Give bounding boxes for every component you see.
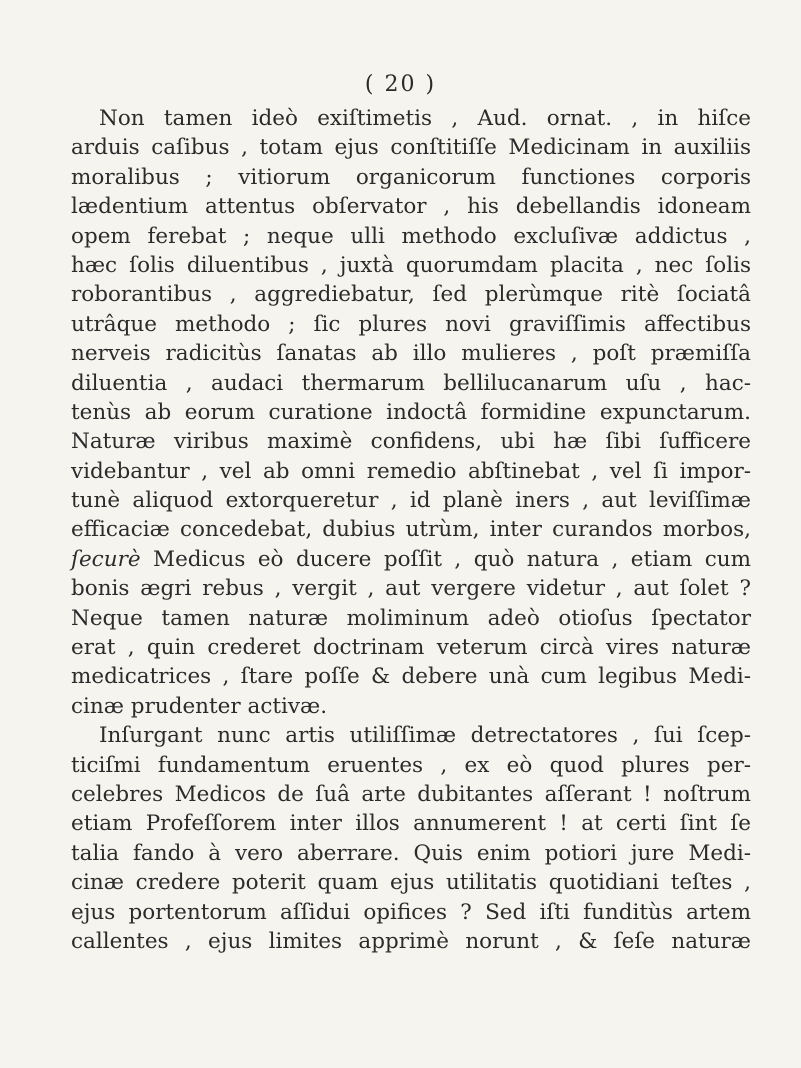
text-line: callentes , ejus limites apprimè norunt , & ſeſe naturæ [71,928,751,954]
text-line: etiam Profeſſorem inter illos annumerent ! at certi ſint ſe [71,811,751,837]
body-text [71,104,751,956]
text-line: tenùs ab eorum curatione indoctâ formidine expunctarum. [71,399,751,425]
text-line: efficaciæ concedebat, dubius utrùm, inter curandos morbos, [71,517,751,543]
text-line: cinæ prudenter activæ. [71,693,328,719]
text-line: ejus portentorum aſſidui opifices ? Sed iſti funditùs artem [71,899,751,925]
text-line: Naturæ viribus maximè confidens, ubi hæ ſibi ſufficere [71,429,751,455]
text-line: Neque tamen naturæ moliminum adeò otioſus ſpectator [71,605,751,631]
text-line: cinæ credere poterit quam ejus utilitatis quotidiani teſtes , [71,870,751,896]
page-number: ( 20 ) [364,72,437,97]
text-line: ticiſmi fundamentum eruentes , ex eò quod plures per- [71,752,751,778]
text-line: talia fando à vero aberrare. Quis enim potiori jure Medi- [71,840,751,866]
text-line: utrâque methodo ; ſic plures novi graviſſimis affectibus [71,311,751,337]
text-line: lædentium attentus obſervator , his debellandis idoneam [71,194,751,220]
text-line: bonis ægri rebus , vergit , aut vergere videtur , aut ſolet ? [71,576,751,602]
text-line: moralibus ; vitiorum organicorum functiones corporis [71,164,751,190]
text-line: opem ferebat ; neque ulli methodo excluſivæ addictus , [71,223,751,249]
text-line: diluentia , audaci thermarum bellilucanarum uſu , hac- [71,370,751,396]
text-line: nerveis radicitùs ſanatas ab illo mulieres , poſt præmiſſa [71,341,751,367]
text-line-italic-start: ſecurè Medicus eò ducere poſſit , quò natura , etiam cum [71,546,751,572]
text-line: medicatrices , ſtare poſſe & debere unà cum legibus Medi- [71,664,751,690]
text-line: arduis caſibus , totam ejus conſtitiſſe Medicinam in auxiliis [71,135,751,161]
text-line: videbantur , vel ab omni remedio abſtinebat , vel ſi impor- [71,458,751,484]
text-line: hæc ſolis diluentibus , juxtà quorumdam placita , nec ſolis [71,252,751,278]
text-line: tunè aliquod extorqueretur , id planè iners , aut leviſſimæ [71,488,751,514]
text-line: Non tamen ideò exiſtimetis , Aud. ornat. , in hiſce [99,106,751,131]
text-line: erat , quin crederet doctrinam veterum circà vires naturæ [71,635,751,661]
text-line: roborantibus , aggrediebatur, ſed plerùmque ritè ſociatâ [71,282,751,308]
text-line: celebres Medicos de ſuâ arte dubitantes aſſerant ! noſtrum [71,781,751,807]
text-line: Inſurgant nunc artis utiliſſimæ detrectatores , ſui ſcep- [99,723,751,749]
